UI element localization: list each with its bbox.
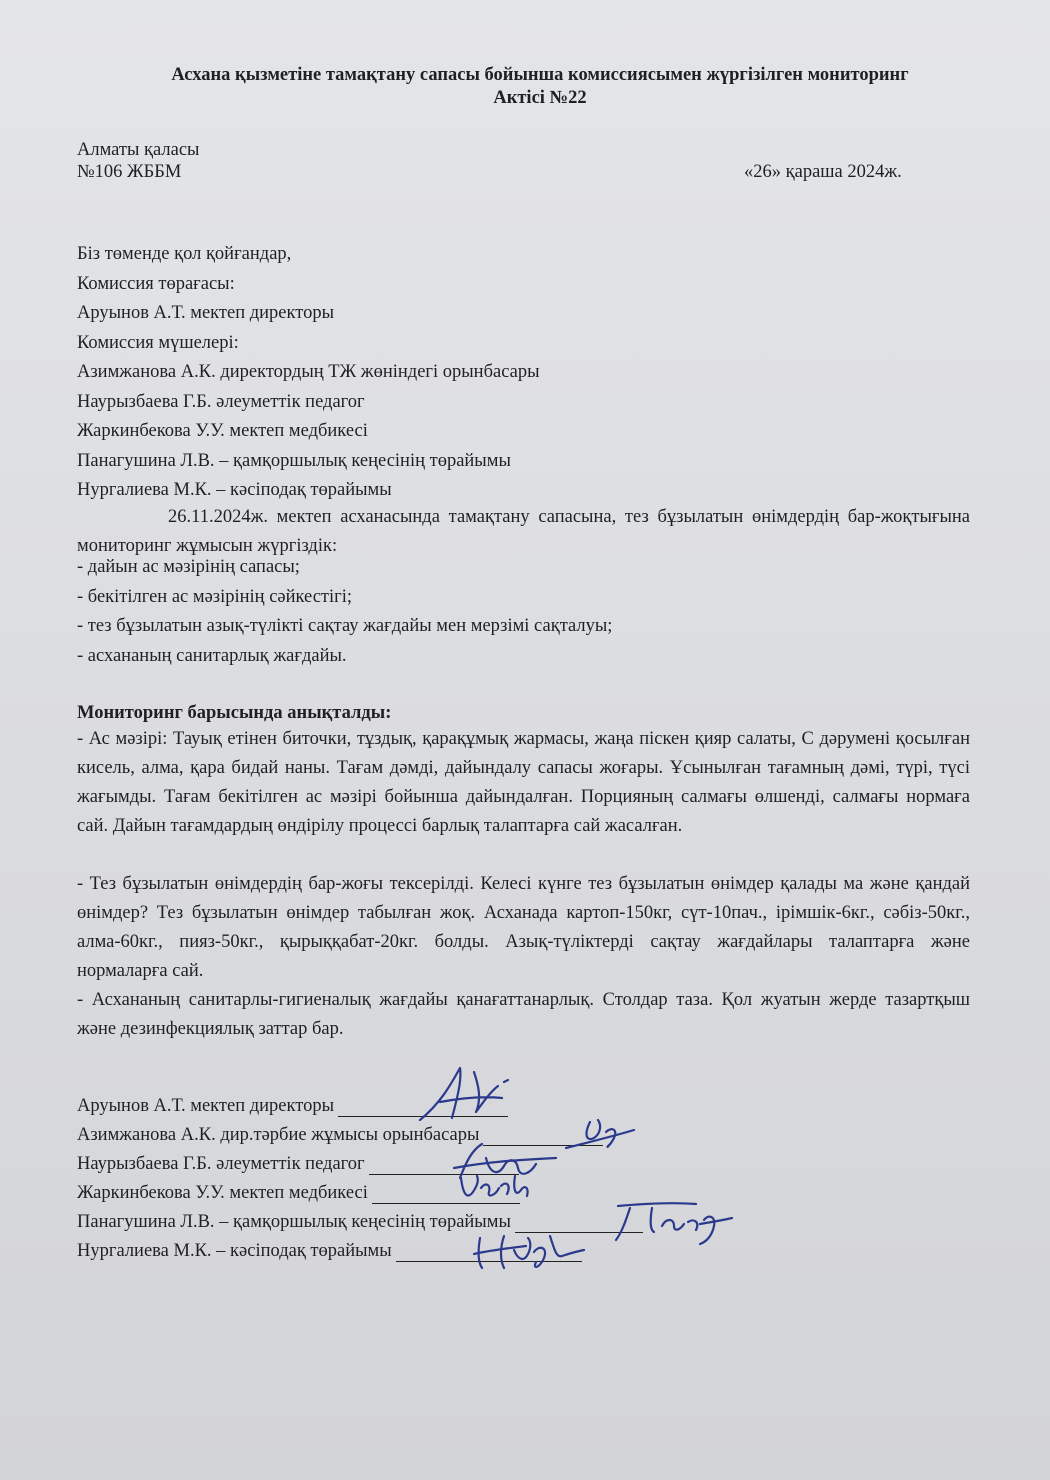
document-title [60,64,1020,110]
member-name: Азимжанова А.К. директордың ТЖ жөніндегі орынбасары [77,362,540,382]
member-name: Панагушина Л.В. – қамқоршылық кеңесінің төрайымы [77,451,511,471]
members-intro-line: Біз төменде қол қойғандар, [77,244,292,264]
checklist-item: - асхананың санитарлық жағдайы. [77,646,347,666]
title-line-2: Актісі №22 [493,88,587,108]
document-date: «26» қараша 2024ж. [744,162,902,182]
findings-heading: Мониторинг барысында анықталды: [77,703,392,723]
signatory-name: Наурызбаева Г.Б. әлеуметтік педагог [77,1154,365,1174]
handwritten-signature [455,1168,535,1208]
finding-menu: - Ас мәзірі: Тауық етінен биточки, тұздық, қарақұмық жармасы, жаңа піскен қияр салаты, С дәрумені қосылған кисель, алма, қара бидай наны. Тағам дәмді, дайындалу сапасы жоғары. Ұсынылған тағамның дәмі, түрі, түсі жағымды. Тағам бекітілген ас мәзірі бойынша дайындалған. Порцияның салмағы өлшенді, салмағы нормаға сай. Дайын тағамдардың өндірілу процессі барлық талаптарға сай жасалған. [77,729,970,836]
city: Алматы қаласы [77,140,200,160]
title-line-1: Асхана қызметіне тамақтану сапасы бойынша комиссиясымен жүргізілген мониторинг [171,65,909,85]
finding-perishables: - Тез бұзылатын өнімдердің бар-жоғы тексерілді. Келесі күнге тез бұзылатын өнімдер қалады ма және қандай өнімдер? Тез бұзылатын өнімдер табылған жоқ. Асханада картоп-150кг, сүт-10пач., ірімшік-6кг., сәбіз-50кг., алма-60кг., пияз-50кг., қырыққабат-20кг. болды. Азық-түліктерді сақтау жағдайлары талаптарға және нормаларға сай. [77,874,970,981]
member-name: Нургалиева М.К. – кәсіподақ төрайымы [77,480,392,500]
checklist-item: - дайын ас мәзірінің сапасы; [77,557,300,577]
member-name: Жаркинбекова У.У. мектеп медбикесі [77,421,368,441]
chair-name: Аруынов А.Т. мектеп директоры [77,303,335,323]
signatory-name: Аруынов А.Т. мектеп директоры [77,1096,335,1116]
member-name: Наурызбаева Г.Б. әлеуметтік педагог [77,392,365,412]
chair-heading: Комиссия төрағасы: [77,274,235,294]
signatory-name: Нургалиева М.К. – кәсіподақ төрайымы [77,1241,392,1261]
checklist-item: - тез бұзылатын азық-түлікті сақтау жағдайы мен мерзімі сақталуы; [77,616,613,636]
school-name: №106 ЖББМ [77,162,182,182]
members-heading: Комиссия мүшелері: [77,333,239,353]
signatory-name: Жаркинбекова У.У. мектеп медбикесі [77,1183,368,1203]
handwritten-signature [412,1062,532,1124]
checklist-item: - бекітілген ас мәзірінің сәйкестігі; [77,587,353,607]
handwritten-signature [560,1108,640,1154]
signatory-name: Азимжанова А.К. дир.тәрбие жұмысы орынбасары [77,1125,480,1145]
signatory-name: Панагушина Л.В. – қамқоршылық кеңесінің төрайымы [77,1212,511,1232]
handwritten-signature [470,1226,590,1276]
handwritten-signature [600,1196,740,1246]
finding-sanitary: - Асхананың санитарлы-гигиеналық жағдайы қанағаттанарлық. Столдар таза. Қол жуатын жерде тазартқыш және дезинфекциялық заттар бар. [77,990,970,1039]
intro-paragraph: 26.11.2024ж. мектеп асханасында тамақтану сапасына, тез бұзылатын өнімдердің бар-жоқтығына мониторинг жұмысын жүргіздік: [77,507,970,556]
